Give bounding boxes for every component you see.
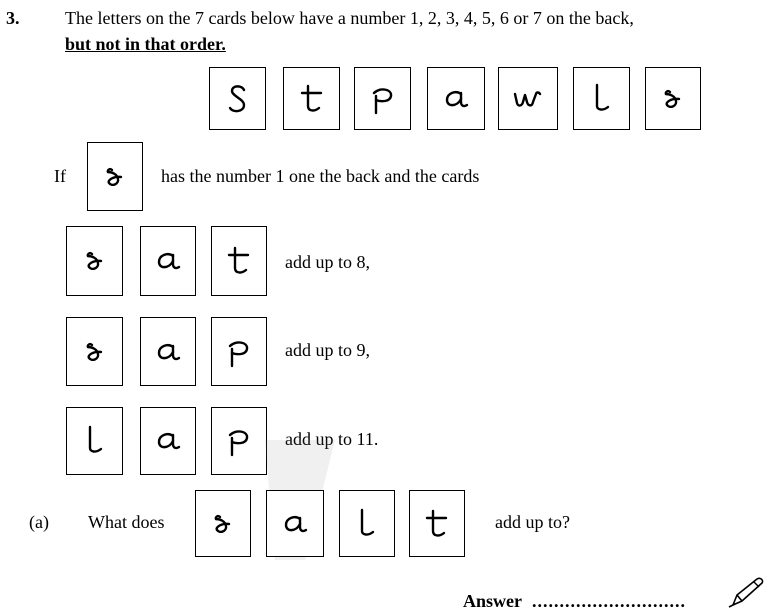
if-label: If [54,166,66,186]
clue3-card-l [66,407,123,475]
card-letter-s [645,67,701,130]
clue2-card-P [211,317,267,386]
clue2-text: add up to 9, [285,340,370,360]
parta-card-l [339,490,395,557]
card-letter-w [498,67,558,130]
clue1-card-t [211,226,267,296]
question-number: 3. [6,8,20,28]
part-a-suffix: add up to? [495,512,570,532]
condition-card-s [87,142,143,211]
clue1-card-s [66,226,123,296]
parta-card-t [409,490,465,557]
clue3-card-a [140,407,196,475]
clue1-text: add up to 8, [285,252,370,272]
clue2-card-a [140,317,196,386]
answer-field[interactable]: ............................ [532,591,686,611]
card-letter-S [209,67,266,130]
card-letter-l [573,67,630,130]
condition-text: has the number 1 one the back and the cards [161,166,480,186]
parta-card-a [266,490,324,557]
question-text-line2: but not in that order. [65,34,226,54]
clue2-card-s [66,317,123,386]
clue3-text: add up to 11. [285,429,379,449]
parta-card-s [195,490,251,557]
card-letter-t [283,67,340,130]
answer-label: Answer [463,591,522,611]
card-letter-a [427,67,485,130]
card-letter-P [354,67,411,130]
question-text-line1: The letters on the 7 cards below have a number 1, 2, 3, 4, 5, 6 or 7 on the back, [65,8,634,28]
part-a-label: (a) [29,512,49,532]
clue1-card-a [140,226,196,296]
pen-icon [727,575,767,609]
part-a-prompt: What does [88,512,165,532]
